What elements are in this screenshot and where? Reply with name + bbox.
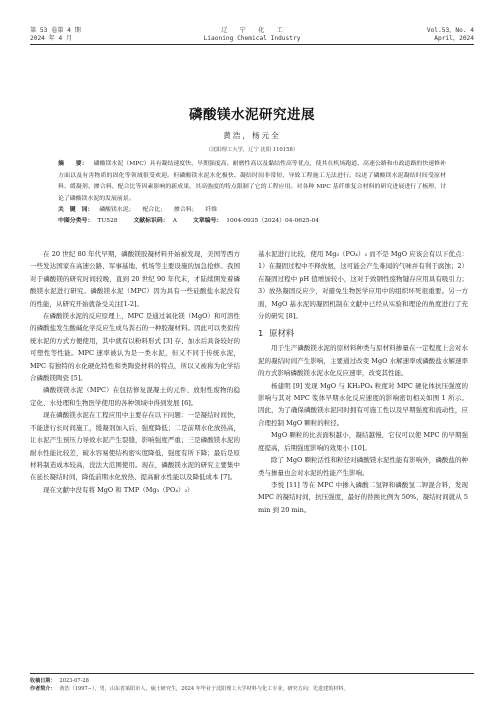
keyword: 磷酸镁水泥； — [99, 207, 135, 214]
keywords — [58, 205, 446, 216]
right-column — [258, 248, 468, 516]
abstract-block — [58, 159, 446, 227]
abstract — [58, 159, 446, 205]
left-column — [30, 248, 240, 496]
received-date — [30, 677, 474, 685]
volume-line: 第 53 卷第 4 期 — [30, 27, 81, 34]
journal-name — [30, 27, 474, 42]
received-value: 2023-07-28 — [59, 678, 89, 684]
body-paragraph: 现在文献中没有将 MgO 和 TMP（Mg₃（PO₄）₂） — [43, 485, 194, 494]
body-paragraph: 除了 MgO 颗粒活性和粒径对磷酸镁水泥性能有影响外，磷酸盐的种类与掺量也会对水泥的性能产生影响。 — [258, 456, 468, 477]
date-line: 2024 年 4 月 — [30, 34, 73, 42]
volume-line-en: Vol.53，No. 4 — [426, 27, 474, 34]
section-title: 原材料 — [269, 328, 295, 339]
journal-name-en: Liaoning Chemical Industry — [203, 34, 301, 42]
doc-code-value: A — [172, 218, 177, 225]
doc-code-label: 文献标识码： — [133, 218, 169, 225]
date-line-en: April，2024 — [434, 34, 474, 42]
clc-label: 中图分类号： — [58, 218, 94, 225]
author-bio — [30, 685, 474, 693]
paper-authors: 黄浩，杨元全 — [223, 131, 281, 140]
keyword: 配合比； — [142, 207, 166, 214]
body-paragraph: 基水泥进行比较，使用 Mg₃（PO₄）₂ 而不是 MgO 应该会有以下优点：1）在凝固过程中不释放氨，这可能会产生难闻的气味并有利于腐蚀；2）在凝固过程中 pH 值增加较小，这对于致钢性废物键存应用具有吸引力；3）放热凝固反应少，对避免生物医学应用中的组织坏死很重要。另一方面，MgO 基水泥的凝固机制在文献中已经从实验和理论的角度进行了充分的研究 [8]。 — [258, 250, 468, 321]
body-paragraph: 杨建明 [9] 发现 MgO 与 KH₂PO₄ 粒度对 MPC 硬化体抗压强度的影响与其对 MPC 浆体早期水化反应速度的影响密切相关如图 1 所示。因此，为了确保磷酸镁水泥同时拥有可施工性以及早期强度和流动性，应合理控制 MgO 颗粒的粒径。 — [258, 381, 468, 427]
body-paragraph: 用于生产磷酸镁水泥的原材料种类与原材料掺量在一定程度上会对水泥的凝结时间产生影响，主要通过改变 MgO 水解速率或磷酸盐水解速率的方式影响磷酸镁水泥水化反应速率，改变其性能。 — [258, 344, 468, 378]
author-bio-label: 作者简介： — [30, 686, 56, 692]
keyword: 掺合料； — [173, 207, 198, 214]
clc-value: TU528 — [97, 218, 118, 225]
footnote-divider — [30, 673, 474, 674]
keyword: 纤维 — [205, 207, 218, 214]
affiliation: （沈阳理工大学，辽宁 沈阳 110158） — [205, 147, 299, 153]
body-paragraph: MgO 颗粒的比表面积越小，凝结越慢，它仅可以使 MPC 的早期强度提高，后期强度影响的效果小 [10]。 — [258, 431, 468, 452]
article-number-label: 文章编号： — [192, 218, 223, 225]
classification-row — [58, 216, 446, 227]
paper-title: 磷酸镁水泥研究进展 — [189, 107, 315, 123]
author-bio-text: 黄浩（1997−），男，山东省莱阳市人，硕士研究生，2024 年毕业于沈阳理工大学材料与化工专业，研究方向：先进建筑材料。 — [59, 686, 349, 692]
journal-name-cn: 辽 宁 化 工 — [221, 27, 283, 34]
volume-info-en — [427, 27, 474, 42]
body-paragraph: 现在磷酸镁水泥在工程应用中主要存在以下问题：一是凝结时间快，不能进行长时间施工，缓凝剂加入后，强度降低；二是前期水化放热高，让水泥产生预压力导致水泥产生裂缝，影响强度严重；三是磷酸镁水泥的耐水性能比较差，破水容易使结构密实度降低，强度有所下降；最后是原材料制造成本较高，没法大范围使用。现在，磷酸镁水泥的研究主要集中在延长凝结时间，降低前期水化放热、提高耐水性能以及降低成本 [7]。 — [30, 411, 240, 482]
body-paragraph: 在 20 世纪 80 年代早期，磷酸镁胶凝材料开始被发现，美国等西方一些发达国家在高速公路、军事基地、机场等主要设施的加急抢修。我国对于磷酸镁的研究时间较晚，直到 20 世纪 90 年代末，才陆续開发着磷酸镁水泥进行研究。磷酸镁水泥（MPC）因为具有一些硅酸盐水泥没有的性能，从研究开始就备受关注[1-2]。 — [30, 250, 240, 308]
abstract-label: 摘 要： — [58, 161, 88, 167]
body-paragraph: 磷酸镁镁水泥（MPC）在包括修复混凝土的元件、放射性废物的稳定化、水处理和生物医学使用的各种领域中得到发展 [6]。 — [30, 386, 240, 407]
footnote — [30, 677, 474, 693]
article-number-value: 1004-0935（2024）04-0625-04 — [226, 218, 320, 225]
section-number: 1 — [258, 328, 264, 339]
header-divider — [30, 44, 474, 45]
keywords-label: 关 键 词： — [58, 207, 94, 214]
abstract-text: 磷酸镁水泥（MPC）具有凝结速度快、早期强度高、耐磨性高以及黏结性高等优点，使其在机场跑道、高速公路和市政道路的快速修补方面以及有害物质的固化等领域很受欢迎。但磷酸镁水泥水化极快、凝结时间非常短，导致工程施工无法进行。综述了磷酸镁水泥凝结时间受原材料、缓凝剂、掺合料、配合比等因素影响的新成果，其高強度的特点限制了它的工程应用。对各种 MPC 基纤维复合材料的研究进展进行了梳理，讨论了磷酸镁水泥的发展前景。 — [58, 161, 446, 202]
body-paragraph: 李悦 [11] 等在 MPC 中掺入磷酸二氢钾和磷酸氢二钾混合料，发现 MPC 的凝结时间，抗压强度，最好的替换比例为 50%，凝结时间就从 5 min 到 20 min。 — [258, 480, 468, 514]
body-paragraph: 在磷酸镁水泥的反应原理上，MPC 是通过氧化镁（MgO）和可溶性的磷酸盐发生酸碱化学反应生成鸟粪石的一种胶凝材料。因此可以类似传统水泥的方式方便使用，其中就有以粉料形式 [3] 存、加水后具备较好的可塑性等性能。MPC 速率被认为是一类水泥，但又不同于传统水泥，MPC 有独特的水化硬化特性和类陶瓷材料的特点，所以又被称为化学结合磷酸镁陶瓷 [5]。 — [30, 312, 240, 383]
section-heading — [258, 324, 468, 342]
received-label: 收稿日期： — [30, 678, 56, 684]
